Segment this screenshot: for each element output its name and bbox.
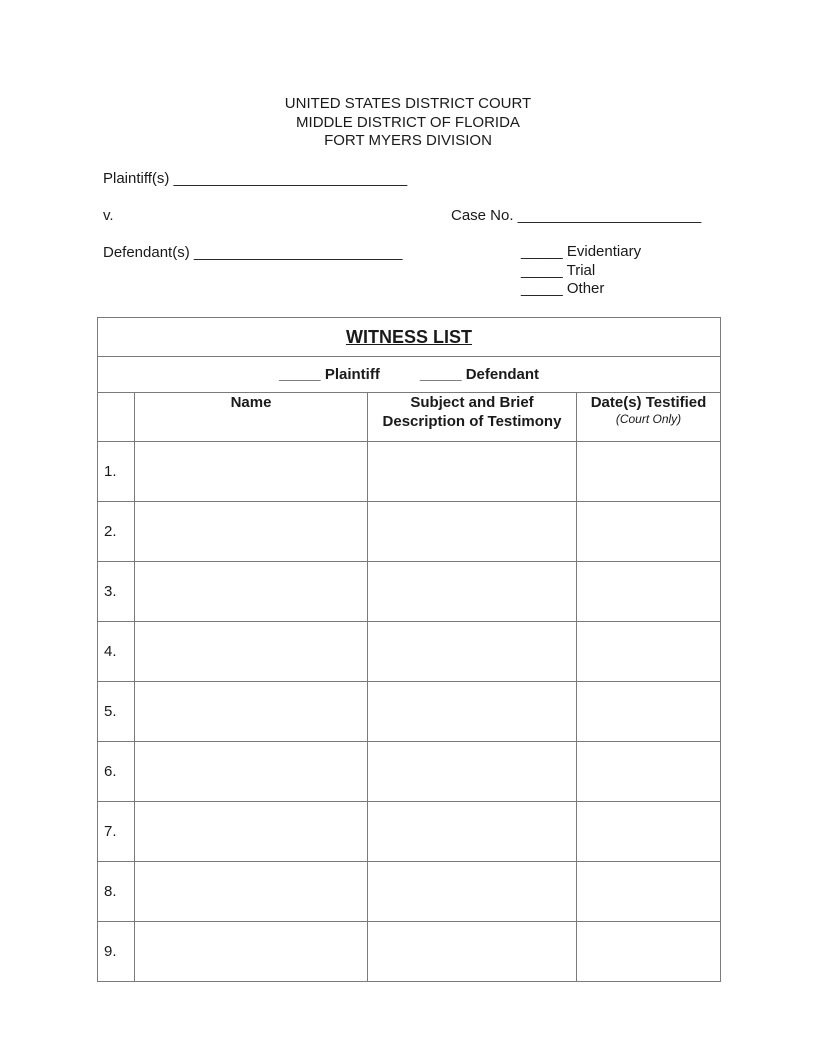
row-number: 8. bbox=[98, 862, 135, 922]
defendant-option[interactable]: _____ Defendant bbox=[419, 366, 540, 383]
row-number: 5. bbox=[98, 682, 135, 742]
table-row bbox=[98, 862, 721, 922]
court-district: MIDDLE DISTRICT OF FLORIDA bbox=[296, 113, 520, 131]
name-cell[interactable] bbox=[135, 922, 368, 982]
court-only-note: (Court Only) bbox=[615, 412, 682, 426]
court-division: FORT MYERS DIVISION bbox=[324, 132, 492, 149]
dates-column-header: Date(s) Testified (Court Only) bbox=[577, 393, 721, 442]
witness-list-title: WITNESS LIST bbox=[346, 326, 472, 347]
row-number: 2. bbox=[98, 502, 135, 562]
court-header bbox=[0, 95, 816, 151]
row-number: 4. bbox=[98, 622, 135, 682]
name-column-header: Name bbox=[135, 393, 368, 442]
table-row bbox=[98, 502, 721, 562]
dates-cell[interactable] bbox=[577, 622, 721, 682]
name-cell[interactable] bbox=[135, 862, 368, 922]
name-cell[interactable] bbox=[135, 442, 368, 502]
case-number-field[interactable]: Case No. ______________________ bbox=[451, 207, 702, 224]
name-cell[interactable] bbox=[135, 622, 368, 682]
name-cell[interactable] bbox=[135, 562, 368, 622]
number-column-header bbox=[98, 393, 135, 442]
dates-cell[interactable] bbox=[577, 562, 721, 622]
dates-cell[interactable] bbox=[577, 502, 721, 562]
court-name: UNITED STATES DISTRICT COURT bbox=[284, 95, 532, 112]
plaintiff-option[interactable]: _____ Plaintiff bbox=[278, 366, 380, 383]
table-row bbox=[98, 622, 721, 682]
name-cell[interactable] bbox=[135, 502, 368, 562]
hearing-type-options bbox=[521, 243, 641, 299]
column-header-row bbox=[98, 393, 721, 442]
evidentiary-option[interactable]: _____ Evidentiary bbox=[521, 243, 642, 260]
dates-cell[interactable] bbox=[577, 682, 721, 742]
row-number: 3. bbox=[98, 562, 135, 622]
subject-cell[interactable] bbox=[368, 502, 577, 562]
row-number: 6. bbox=[98, 742, 135, 802]
table-row bbox=[98, 562, 721, 622]
table-row bbox=[98, 442, 721, 502]
table-row bbox=[98, 802, 721, 862]
dates-cell[interactable] bbox=[577, 922, 721, 982]
witness-list-table bbox=[97, 317, 721, 982]
subject-cell[interactable] bbox=[368, 562, 577, 622]
row-number: 9. bbox=[98, 922, 135, 982]
defendant-field[interactable]: Defendant(s) _________________________ bbox=[103, 244, 403, 261]
dates-cell[interactable] bbox=[577, 862, 721, 922]
witness-list-title-row bbox=[98, 318, 721, 357]
name-cell[interactable] bbox=[135, 682, 368, 742]
dates-cell[interactable] bbox=[577, 442, 721, 502]
trial-option[interactable]: _____ Trial bbox=[521, 261, 596, 279]
name-cell[interactable] bbox=[135, 742, 368, 802]
subject-cell[interactable] bbox=[368, 742, 577, 802]
plaintiff-field[interactable]: Plaintiff(s) ____________________________ bbox=[103, 170, 408, 187]
subject-cell[interactable] bbox=[368, 622, 577, 682]
table-row bbox=[98, 922, 721, 982]
subject-cell[interactable] bbox=[368, 922, 577, 982]
versus-label: v. bbox=[103, 207, 114, 224]
subject-cell[interactable] bbox=[368, 682, 577, 742]
subject-column-header: Subject and Brief Description of Testimony bbox=[368, 393, 577, 442]
dates-cell[interactable] bbox=[577, 802, 721, 862]
subject-cell[interactable] bbox=[368, 862, 577, 922]
dates-cell[interactable] bbox=[577, 742, 721, 802]
other-option[interactable]: _____ Other bbox=[521, 280, 605, 297]
table-row bbox=[98, 682, 721, 742]
subject-cell[interactable] bbox=[368, 442, 577, 502]
row-number: 1. bbox=[98, 442, 135, 502]
party-selection-row bbox=[98, 357, 721, 393]
subject-cell[interactable] bbox=[368, 802, 577, 862]
table-row bbox=[98, 742, 721, 802]
row-number: 7. bbox=[98, 802, 135, 862]
name-cell[interactable] bbox=[135, 802, 368, 862]
